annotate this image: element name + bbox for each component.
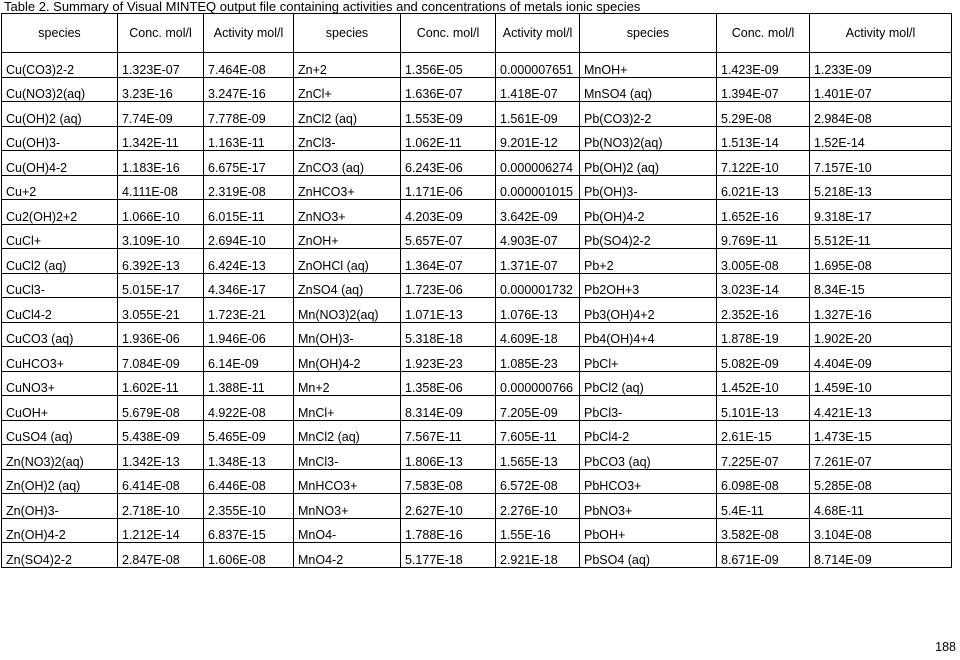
cell-species-2: MnCl2 (aq) bbox=[294, 420, 401, 445]
cell-conc-3: 6.098E-08 bbox=[717, 469, 810, 494]
cell-conc-1: 1.936E-06 bbox=[118, 322, 204, 347]
cell-activity-1: 6.675E-17 bbox=[204, 151, 294, 176]
cell-species-1: CuCl2 (aq) bbox=[2, 249, 118, 274]
cell-species-3: PbCl4-2 bbox=[580, 420, 717, 445]
cell-activity-3: 9.318E-17 bbox=[810, 200, 952, 225]
cell-activity-3: 5.285E-08 bbox=[810, 469, 952, 494]
cell-activity-3: 1.327E-16 bbox=[810, 298, 952, 323]
speciation-table bbox=[1, 13, 952, 568]
cell-species-2: ZnHCO3+ bbox=[294, 175, 401, 200]
cell-activity-2: 7.605E-11 bbox=[496, 420, 580, 445]
cell-activity-3: 1.52E-14 bbox=[810, 126, 952, 151]
header-row bbox=[2, 14, 952, 53]
cell-species-1: CuCl3- bbox=[2, 273, 118, 298]
cell-activity-1: 1.348E-13 bbox=[204, 445, 294, 470]
cell-conc-3: 2.352E-16 bbox=[717, 298, 810, 323]
cell-activity-2: 0.000006274 bbox=[496, 151, 580, 176]
cell-species-2: ZnCl+ bbox=[294, 77, 401, 102]
cell-conc-1: 3.055E-21 bbox=[118, 298, 204, 323]
cell-conc-1: 6.392E-13 bbox=[118, 249, 204, 274]
cell-activity-1: 6.446E-08 bbox=[204, 469, 294, 494]
cell-conc-1: 7.084E-09 bbox=[118, 347, 204, 372]
cell-species-1: Cu(CO3)2-2 bbox=[2, 53, 118, 78]
cell-conc-1: 2.847E-08 bbox=[118, 543, 204, 568]
cell-activity-3: 7.261E-07 bbox=[810, 445, 952, 470]
page-number: 188 bbox=[935, 640, 956, 654]
cell-species-1: Zn(NO3)2(aq) bbox=[2, 445, 118, 470]
cell-species-1: CuCl+ bbox=[2, 224, 118, 249]
cell-activity-2: 4.903E-07 bbox=[496, 224, 580, 249]
cell-conc-2: 1.364E-07 bbox=[401, 249, 496, 274]
cell-species-3: Pb(NO3)2(aq) bbox=[580, 126, 717, 151]
cell-activity-2: 0.000000766 bbox=[496, 371, 580, 396]
cell-activity-1: 1.723E-21 bbox=[204, 298, 294, 323]
cell-conc-2: 1.171E-06 bbox=[401, 175, 496, 200]
cell-conc-3: 9.769E-11 bbox=[717, 224, 810, 249]
table-row bbox=[2, 445, 952, 470]
cell-species-3: Pb(OH)4-2 bbox=[580, 200, 717, 225]
cell-activity-2: 7.205E-09 bbox=[496, 396, 580, 421]
cell-activity-1: 6.424E-13 bbox=[204, 249, 294, 274]
cell-activity-3: 4.421E-13 bbox=[810, 396, 952, 421]
table-row bbox=[2, 102, 952, 127]
cell-species-2: ZnNO3+ bbox=[294, 200, 401, 225]
table-caption: Table 2. Summary of Visual MINTEQ output file containing activities and concentrations of metals ionic species bbox=[4, 0, 641, 14]
cell-activity-3: 8.714E-09 bbox=[810, 543, 952, 568]
table-row bbox=[2, 494, 952, 519]
cell-activity-3: 2.984E-08 bbox=[810, 102, 952, 127]
cell-conc-2: 1.806E-13 bbox=[401, 445, 496, 470]
cell-conc-3: 1.878E-19 bbox=[717, 322, 810, 347]
cell-activity-1: 4.346E-17 bbox=[204, 273, 294, 298]
cell-activity-3: 4.404E-09 bbox=[810, 347, 952, 372]
cell-activity-3: 3.104E-08 bbox=[810, 518, 952, 543]
table-row bbox=[2, 298, 952, 323]
cell-activity-2: 6.572E-08 bbox=[496, 469, 580, 494]
cell-conc-2: 1.358E-06 bbox=[401, 371, 496, 396]
cell-species-2: ZnOHCl (aq) bbox=[294, 249, 401, 274]
cell-conc-1: 1.323E-07 bbox=[118, 53, 204, 78]
cell-activity-1: 6.14E-09 bbox=[204, 347, 294, 372]
cell-conc-1: 3.23E-16 bbox=[118, 77, 204, 102]
cell-conc-3: 5.082E-09 bbox=[717, 347, 810, 372]
cell-species-1: CuHCO3+ bbox=[2, 347, 118, 372]
table-row bbox=[2, 151, 952, 176]
header-activity-3: Activity mol/l bbox=[810, 14, 952, 53]
cell-activity-1: 2.694E-10 bbox=[204, 224, 294, 249]
cell-species-1: Zn(OH)2 (aq) bbox=[2, 469, 118, 494]
header-conc-1: Conc. mol/l bbox=[118, 14, 204, 53]
cell-species-2: Zn+2 bbox=[294, 53, 401, 78]
cell-activity-1: 1.946E-06 bbox=[204, 322, 294, 347]
cell-species-1: Cu(OH)4-2 bbox=[2, 151, 118, 176]
cell-activity-2: 3.642E-09 bbox=[496, 200, 580, 225]
cell-activity-2: 1.076E-13 bbox=[496, 298, 580, 323]
cell-conc-1: 1.212E-14 bbox=[118, 518, 204, 543]
cell-activity-2: 0.000007651 bbox=[496, 53, 580, 78]
cell-species-3: PbCO3 (aq) bbox=[580, 445, 717, 470]
cell-activity-2: 1.418E-07 bbox=[496, 77, 580, 102]
table-row bbox=[2, 175, 952, 200]
cell-activity-1: 6.015E-11 bbox=[204, 200, 294, 225]
table-row bbox=[2, 200, 952, 225]
cell-conc-2: 1.071E-13 bbox=[401, 298, 496, 323]
cell-species-2: MnO4-2 bbox=[294, 543, 401, 568]
cell-conc-1: 5.679E-08 bbox=[118, 396, 204, 421]
cell-activity-1: 1.388E-11 bbox=[204, 371, 294, 396]
cell-species-3: PbHCO3+ bbox=[580, 469, 717, 494]
cell-conc-3: 1.652E-16 bbox=[717, 200, 810, 225]
cell-activity-2: 1.085E-23 bbox=[496, 347, 580, 372]
cell-conc-1: 1.342E-11 bbox=[118, 126, 204, 151]
cell-activity-1: 6.837E-15 bbox=[204, 518, 294, 543]
cell-activity-3: 1.233E-09 bbox=[810, 53, 952, 78]
cell-species-1: CuCl4-2 bbox=[2, 298, 118, 323]
cell-activity-3: 4.68E-11 bbox=[810, 494, 952, 519]
cell-species-2: ZnOH+ bbox=[294, 224, 401, 249]
cell-conc-2: 1.636E-07 bbox=[401, 77, 496, 102]
cell-species-2: Mn(NO3)2(aq) bbox=[294, 298, 401, 323]
cell-activity-3: 1.459E-10 bbox=[810, 371, 952, 396]
cell-conc-1: 1.066E-10 bbox=[118, 200, 204, 225]
cell-species-2: ZnCl3- bbox=[294, 126, 401, 151]
cell-activity-2: 9.201E-12 bbox=[496, 126, 580, 151]
cell-activity-1: 2.355E-10 bbox=[204, 494, 294, 519]
cell-activity-2: 1.371E-07 bbox=[496, 249, 580, 274]
cell-activity-3: 1.401E-07 bbox=[810, 77, 952, 102]
cell-species-2: ZnCO3 (aq) bbox=[294, 151, 401, 176]
cell-activity-1: 4.922E-08 bbox=[204, 396, 294, 421]
cell-conc-1: 5.015E-17 bbox=[118, 273, 204, 298]
cell-species-3: PbCl+ bbox=[580, 347, 717, 372]
cell-activity-2: 1.565E-13 bbox=[496, 445, 580, 470]
cell-conc-1: 3.109E-10 bbox=[118, 224, 204, 249]
cell-species-1: Cu2(OH)2+2 bbox=[2, 200, 118, 225]
cell-activity-3: 1.695E-08 bbox=[810, 249, 952, 274]
cell-conc-2: 1.062E-11 bbox=[401, 126, 496, 151]
cell-conc-2: 1.356E-05 bbox=[401, 53, 496, 78]
cell-species-2: MnO4- bbox=[294, 518, 401, 543]
cell-conc-3: 2.61E-15 bbox=[717, 420, 810, 445]
table-row bbox=[2, 469, 952, 494]
cell-conc-2: 4.203E-09 bbox=[401, 200, 496, 225]
cell-species-2: Mn(OH)3- bbox=[294, 322, 401, 347]
cell-conc-1: 2.718E-10 bbox=[118, 494, 204, 519]
cell-conc-2: 2.627E-10 bbox=[401, 494, 496, 519]
cell-activity-2: 4.609E-18 bbox=[496, 322, 580, 347]
table-row bbox=[2, 347, 952, 372]
cell-conc-3: 7.122E-10 bbox=[717, 151, 810, 176]
cell-species-3: PbCl3- bbox=[580, 396, 717, 421]
cell-species-1: CuSO4 (aq) bbox=[2, 420, 118, 445]
cell-species-3: Pb(SO4)2-2 bbox=[580, 224, 717, 249]
cell-species-2: Mn+2 bbox=[294, 371, 401, 396]
header-species-2: species bbox=[294, 14, 401, 53]
table-row bbox=[2, 126, 952, 151]
header-species-3: species bbox=[580, 14, 717, 53]
cell-species-3: Pb(CO3)2-2 bbox=[580, 102, 717, 127]
table-row bbox=[2, 518, 952, 543]
cell-conc-3: 1.394E-07 bbox=[717, 77, 810, 102]
cell-conc-1: 1.183E-16 bbox=[118, 151, 204, 176]
cell-activity-3: 1.902E-20 bbox=[810, 322, 952, 347]
cell-species-1: CuNO3+ bbox=[2, 371, 118, 396]
table-row bbox=[2, 371, 952, 396]
cell-activity-1: 2.319E-08 bbox=[204, 175, 294, 200]
cell-activity-3: 5.218E-13 bbox=[810, 175, 952, 200]
cell-species-3: Pb(OH)3- bbox=[580, 175, 717, 200]
header-conc-3: Conc. mol/l bbox=[717, 14, 810, 53]
cell-activity-1: 5.465E-09 bbox=[204, 420, 294, 445]
cell-conc-3: 3.005E-08 bbox=[717, 249, 810, 274]
cell-species-2: MnHCO3+ bbox=[294, 469, 401, 494]
cell-conc-3: 3.582E-08 bbox=[717, 518, 810, 543]
cell-species-3: Pb3(OH)4+2 bbox=[580, 298, 717, 323]
cell-conc-1: 4.111E-08 bbox=[118, 175, 204, 200]
cell-species-3: MnOH+ bbox=[580, 53, 717, 78]
cell-conc-2: 1.723E-06 bbox=[401, 273, 496, 298]
cell-activity-2: 0.000001015 bbox=[496, 175, 580, 200]
header-activity-2: Activity mol/l bbox=[496, 14, 580, 53]
table-row bbox=[2, 77, 952, 102]
cell-species-2: ZnCl2 (aq) bbox=[294, 102, 401, 127]
cell-conc-1: 1.602E-11 bbox=[118, 371, 204, 396]
cell-activity-1: 1.163E-11 bbox=[204, 126, 294, 151]
cell-conc-2: 7.583E-08 bbox=[401, 469, 496, 494]
cell-activity-2: 1.561E-09 bbox=[496, 102, 580, 127]
cell-species-3: Pb+2 bbox=[580, 249, 717, 274]
cell-activity-3: 7.157E-10 bbox=[810, 151, 952, 176]
cell-activity-2: 1.55E-16 bbox=[496, 518, 580, 543]
cell-conc-3: 1.452E-10 bbox=[717, 371, 810, 396]
cell-species-3: PbNO3+ bbox=[580, 494, 717, 519]
table-row bbox=[2, 420, 952, 445]
table-row bbox=[2, 273, 952, 298]
cell-species-1: Cu(NO3)2(aq) bbox=[2, 77, 118, 102]
table-row bbox=[2, 396, 952, 421]
cell-conc-3: 6.021E-13 bbox=[717, 175, 810, 200]
cell-conc-2: 8.314E-09 bbox=[401, 396, 496, 421]
cell-species-3: PbSO4 (aq) bbox=[580, 543, 717, 568]
cell-species-1: Zn(OH)3- bbox=[2, 494, 118, 519]
header-species-1: species bbox=[2, 14, 118, 53]
cell-species-1: CuCO3 (aq) bbox=[2, 322, 118, 347]
cell-conc-2: 7.567E-11 bbox=[401, 420, 496, 445]
cell-species-2: MnCl+ bbox=[294, 396, 401, 421]
cell-conc-1: 5.438E-09 bbox=[118, 420, 204, 445]
cell-species-2: MnCl3- bbox=[294, 445, 401, 470]
cell-species-3: Pb(OH)2 (aq) bbox=[580, 151, 717, 176]
header-conc-2: Conc. mol/l bbox=[401, 14, 496, 53]
cell-species-2: ZnSO4 (aq) bbox=[294, 273, 401, 298]
cell-conc-1: 7.74E-09 bbox=[118, 102, 204, 127]
cell-activity-1: 7.464E-08 bbox=[204, 53, 294, 78]
cell-species-3: Pb2OH+3 bbox=[580, 273, 717, 298]
cell-activity-2: 0.000001732 bbox=[496, 273, 580, 298]
cell-species-3: Pb4(OH)4+4 bbox=[580, 322, 717, 347]
cell-conc-2: 1.923E-23 bbox=[401, 347, 496, 372]
cell-conc-3: 5.4E-11 bbox=[717, 494, 810, 519]
cell-species-1: Zn(SO4)2-2 bbox=[2, 543, 118, 568]
cell-activity-1: 7.778E-09 bbox=[204, 102, 294, 127]
cell-activity-2: 2.276E-10 bbox=[496, 494, 580, 519]
cell-conc-2: 5.177E-18 bbox=[401, 543, 496, 568]
cell-conc-1: 1.342E-13 bbox=[118, 445, 204, 470]
cell-species-3: MnSO4 (aq) bbox=[580, 77, 717, 102]
cell-conc-2: 1.553E-09 bbox=[401, 102, 496, 127]
cell-conc-3: 8.671E-09 bbox=[717, 543, 810, 568]
table-row bbox=[2, 53, 952, 78]
cell-conc-3: 5.101E-13 bbox=[717, 396, 810, 421]
cell-conc-2: 6.243E-06 bbox=[401, 151, 496, 176]
table-row bbox=[2, 543, 952, 568]
cell-species-1: Cu+2 bbox=[2, 175, 118, 200]
cell-activity-3: 8.34E-15 bbox=[810, 273, 952, 298]
cell-conc-3: 5.29E-08 bbox=[717, 102, 810, 127]
cell-activity-1: 3.247E-16 bbox=[204, 77, 294, 102]
table-body bbox=[2, 53, 952, 568]
cell-species-1: Zn(OH)4-2 bbox=[2, 518, 118, 543]
cell-conc-2: 1.788E-16 bbox=[401, 518, 496, 543]
cell-species-3: PbOH+ bbox=[580, 518, 717, 543]
cell-activity-3: 1.473E-15 bbox=[810, 420, 952, 445]
cell-conc-1: 6.414E-08 bbox=[118, 469, 204, 494]
cell-species-2: MnNO3+ bbox=[294, 494, 401, 519]
cell-activity-2: 2.921E-18 bbox=[496, 543, 580, 568]
cell-activity-1: 1.606E-08 bbox=[204, 543, 294, 568]
cell-species-1: Cu(OH)3- bbox=[2, 126, 118, 151]
table-row bbox=[2, 322, 952, 347]
cell-conc-2: 5.318E-18 bbox=[401, 322, 496, 347]
table-row bbox=[2, 249, 952, 274]
cell-conc-3: 1.423E-09 bbox=[717, 53, 810, 78]
cell-conc-2: 5.657E-07 bbox=[401, 224, 496, 249]
header-activity-1: Activity mol/l bbox=[204, 14, 294, 53]
cell-conc-3: 7.225E-07 bbox=[717, 445, 810, 470]
table-row bbox=[2, 224, 952, 249]
cell-activity-3: 5.512E-11 bbox=[810, 224, 952, 249]
cell-conc-3: 3.023E-14 bbox=[717, 273, 810, 298]
cell-species-1: Cu(OH)2 (aq) bbox=[2, 102, 118, 127]
cell-species-1: CuOH+ bbox=[2, 396, 118, 421]
cell-conc-3: 1.513E-14 bbox=[717, 126, 810, 151]
cell-species-3: PbCl2 (aq) bbox=[580, 371, 717, 396]
cell-species-2: Mn(OH)4-2 bbox=[294, 347, 401, 372]
